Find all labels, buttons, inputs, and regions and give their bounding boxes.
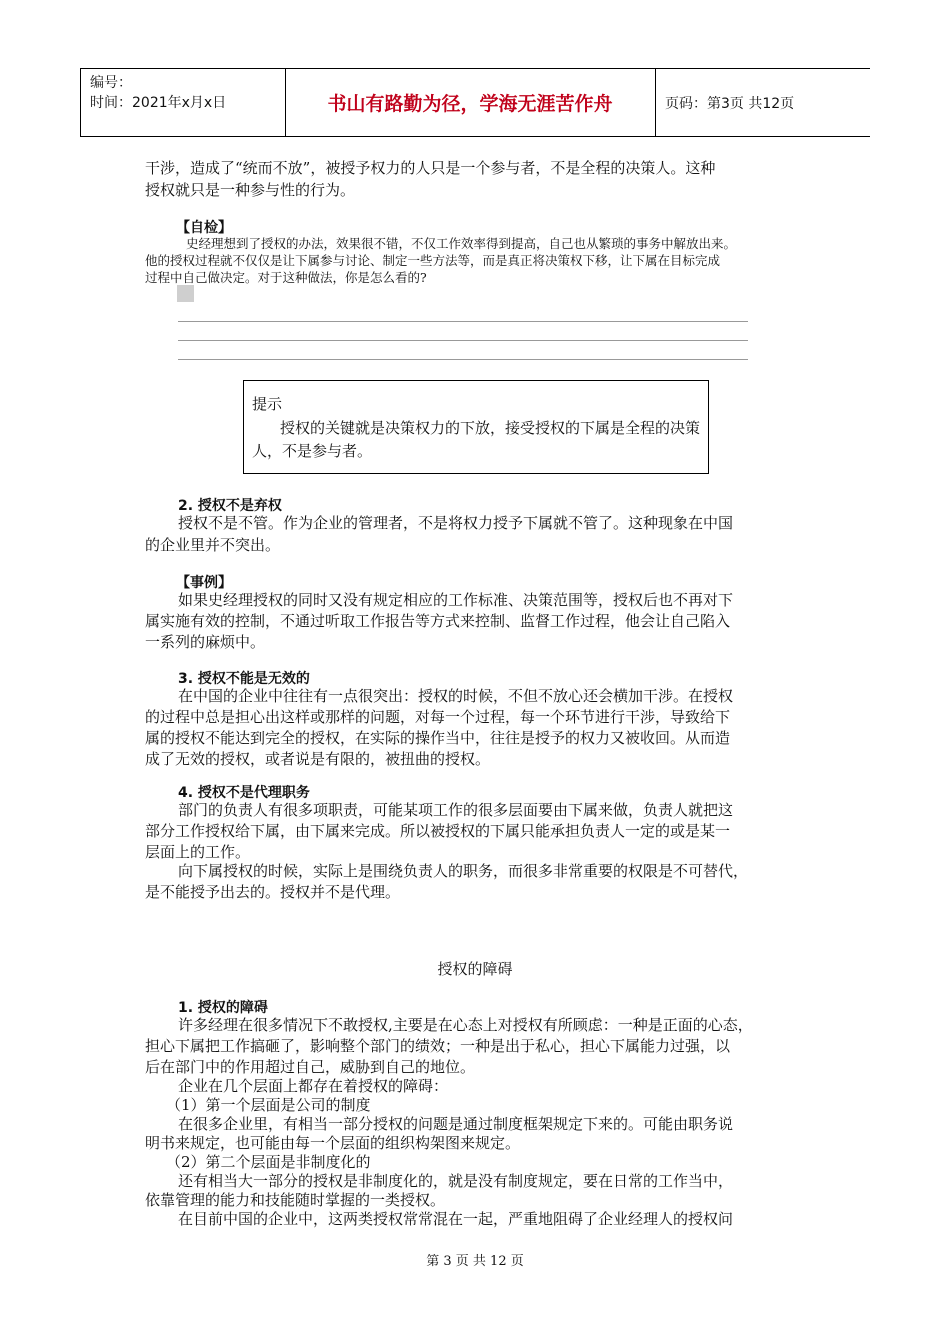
selfcheck-heading: 【自检】 [176,220,232,236]
paragraph-line: 向下属授权的时候，实际上是围绕负责人的职务，而很多非常重要的权限是不可替代， [178,862,749,880]
paragraph-line: 部门的负责人有很多项职责，可能某项工作的很多层面要由下属来做，负责人就把这 [178,801,734,819]
paragraph-line: 在中国的企业中往往有一点很突出：授权的时候，不但不放心还会横加干涉。在授权 [178,687,734,705]
section-title: 授权的障碍 [437,960,513,978]
paragraph-line: 的过程中总是担心出这样或那样的问题，对每一个过程，每一个环节进行干涉，导致给下 [145,708,731,726]
header-page-number: 页码：第3页 共12页 [665,95,795,112]
paragraph-line: （1）第一个层面是公司的制度 [166,1096,371,1114]
selfcheck-line: 他的授权过程就不仅仅是让下属参与讨论、制定一些方法等，而是真正将决策权下移，让下属在目标完成 [145,253,721,268]
paragraph-line: 明书来规定，也可能由每一个层面的组织构架图来规定。 [145,1134,521,1152]
answer-line[interactable] [178,340,748,341]
section-heading: 1. 授权的障碍 [178,1000,268,1016]
header-divider [80,69,81,136]
number-label: 编号： [90,75,132,91]
header-meta [90,73,226,113]
paragraph-line: （2）第二个层面是非制度化的 [166,1153,371,1171]
paragraph-line: 担心下属把工作搞砸了，影响整个部门的绩效；一种是出于私心，担心下属能力过强，以 [145,1037,731,1055]
paragraph-line: 如果史经理授权的同时又没有规定相应的工作标准、决策范围等，授权后也不再对下 [178,591,734,609]
case-heading: 【事例】 [176,575,232,591]
intro-line: 干涉，造成了“统而不放”，被授予权力的人只是一个参与者，不是全程的决策人。这种 [145,159,716,177]
paragraph-line: 后在部门中的作用超过自己，威胁到自己的地位。 [145,1058,476,1076]
paragraph-line: 成了无效的授权，或者说是有限的，被扭曲的授权。 [145,750,491,768]
paragraph-line: 的企业里并不突出。 [145,536,281,554]
paragraph-line: 在目前中国的企业中，这两类授权常常混在一起，严重地阻碍了企业经理人的授权问 [178,1210,734,1228]
selfcheck-line: 过程中自己做决定。对于这种做法，你是怎么看的? [145,270,427,285]
header-divider [655,69,656,136]
tip-title: 提示 [252,395,283,413]
section-heading: 3. 授权不能是无效的 [178,671,310,687]
header-motto: 书山有路勤为径，学海无涯苦作舟 [327,93,613,115]
paragraph-line: 层面上的工作。 [145,843,251,861]
section-heading: 2. 授权不是弃权 [178,498,282,514]
date-label: 时间：2021年x月x日 [90,95,227,111]
paragraph-line: 属实施有效的控制，不通过听取工作报告等方式来控制、监督工作过程，他会让自己陷入 [145,612,731,630]
tip-body: 授权的关键就是决策权力的下放，接受授权的下属是全程的决策人，不是参与者。 [252,419,701,460]
page-footer: 第 3 页 共 12 页 [426,1254,524,1269]
answer-line[interactable] [178,359,748,360]
paragraph-line: 依靠管理的能力和技能随时掌握的一类授权。 [145,1191,446,1209]
paragraph-line: 企业在几个层面上都存在着授权的障碍： [178,1077,449,1095]
answer-checkbox[interactable] [177,285,194,302]
intro-line: 授权就只是一种参与性的行为。 [145,181,356,199]
tip-box [243,380,709,474]
paragraph-line: 一系列的麻烦中。 [145,633,266,651]
paragraph-line: 属的授权不能达到完全的授权，在实际的操作当中，往往是授予的权力又被收回。从而造 [145,729,731,747]
page-header [80,68,870,137]
paragraph-line: 授权不是不管。作为企业的管理者，不是将权力授予下属就不管了。这种现象在中国 [178,514,734,532]
paragraph-line: 还有相当大一部分的授权是非制度化的，就是没有制度规定，要在日常的工作当中， [178,1172,734,1190]
selfcheck-line: 史经理想到了授权的办法，效果很不错，不仅工作效率得到提高，自己也从繁琐的事务中解放出来。 [186,236,737,251]
paragraph-line: 部分工作授权给下属，由下属来完成。所以被授权的下属只能承担负责人一定的或是某一 [145,822,731,840]
paragraph-line: 是不能授予出去的。授权并不是代理。 [145,883,401,901]
paragraph-line: 在很多企业里，有相当一部分授权的问题是通过制度框架规定下来的。可能由职务说 [178,1115,734,1133]
paragraph-line: 许多经理在很多情况下不敢授权,主要是在心态上对授权有所顾虑：一种是正面的心态， [178,1016,753,1034]
section-heading: 4. 授权不是代理职务 [178,785,310,801]
answer-line[interactable] [178,321,748,322]
